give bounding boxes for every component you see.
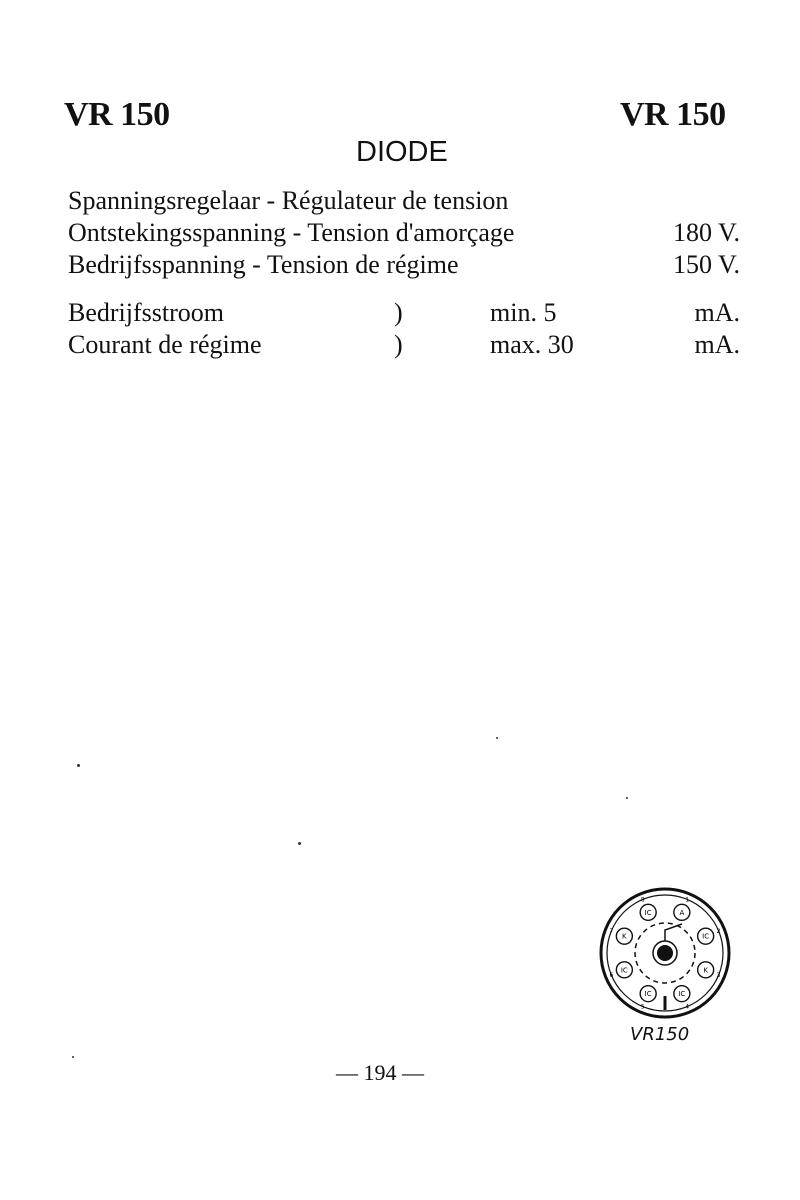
current-unit: mA. (694, 298, 740, 327)
page-number: — 194 — (336, 1060, 424, 1085)
pin-number: 1 (685, 896, 690, 904)
current-brace: ) (394, 298, 403, 327)
header-right-title: VR 150 (620, 96, 726, 133)
current-unit: mA. (694, 330, 740, 359)
pin-label: IC (702, 932, 710, 941)
print-speck (77, 764, 80, 767)
pin-label: IC (644, 990, 652, 999)
pin-label: IC (678, 990, 686, 999)
print-speck (298, 842, 301, 845)
current-brace: ) (394, 330, 403, 359)
pin-number: 2 (716, 927, 721, 935)
pin-label: IC (644, 908, 652, 917)
print-speck (626, 797, 628, 799)
header-left-title: VR 150 (64, 96, 170, 133)
tube-type: DIODE (356, 136, 448, 168)
pin-label: K (703, 966, 708, 975)
pin-label: A (679, 908, 685, 917)
spec-label: Bedrijfsspanning - Tension de régime (68, 250, 459, 279)
current-label: Courant de régime (68, 330, 262, 359)
pin-number: 8 (640, 896, 645, 904)
diagram-center-dot (657, 945, 673, 961)
pin-number: 5 (640, 1003, 645, 1011)
spec-label: Spanningsregelaar - Régulateur de tension (68, 186, 509, 215)
print-speck (72, 1056, 74, 1058)
diagram-caption: VR150 (630, 1024, 690, 1045)
pin-number: 7 (609, 927, 614, 935)
current-limit: max. 30 (490, 330, 574, 359)
pin-label: K (622, 932, 627, 941)
spec-value: 150 V. (673, 250, 740, 279)
spec-value: 180 V. (673, 218, 740, 247)
pin-number: 4 (685, 1003, 690, 1011)
pin-label: IC (620, 966, 628, 975)
current-label: Bedrijfsstroom (68, 298, 224, 327)
base-diagram (592, 880, 738, 1026)
pin-number: 6 (609, 972, 614, 980)
print-speck (496, 737, 498, 739)
spec-label: Ontstekingsspanning - Tension d'amorçage (68, 218, 515, 247)
pin-number: 3 (716, 972, 721, 980)
current-limit: min. 5 (490, 298, 557, 327)
